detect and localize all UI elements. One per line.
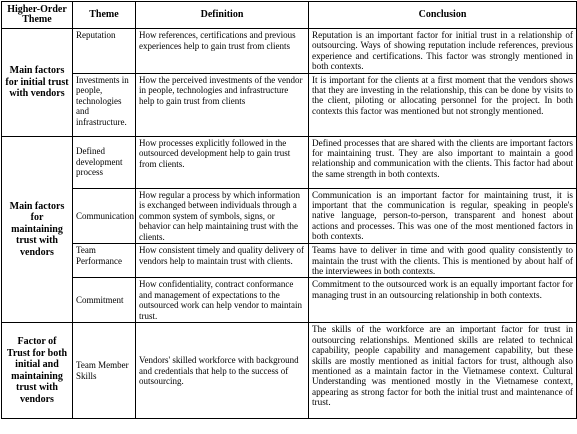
higher-order-theme-cell: Factor of Trust for both initial and maintaining trust with vendors: [2, 323, 73, 419]
definition-cell: How confidentiality, contract conformance and management of expectations to the outsourced work can help vendor to maintain trust.: [136, 278, 309, 323]
header-conclusion: Conclusion: [309, 2, 577, 29]
definition-cell: How processes explicitly followed in the outsourced development help to gain trust from clients.: [136, 136, 309, 188]
theme-cell: Reputation: [73, 29, 136, 74]
higher-order-theme-cell: Main factors for maintaining trust with vendors: [2, 136, 73, 323]
conclusion-cell: Teams have to deliver in time and with good quality consistently to maintain the trust with the clients. This is mentioned by about half of the interviewees in both contexts.: [309, 244, 577, 278]
header-higher-order-theme: Higher-Order Theme: [2, 2, 73, 29]
trust-factors-table: [1, 1, 577, 419]
higher-order-theme-cell: Main factors for initial trust with vendors: [2, 29, 73, 137]
header-definition: Definition: [136, 2, 309, 29]
definition-cell: How consistent timely and quality delivery of vendors help to maintain trust with clients.: [136, 244, 309, 278]
conclusion-cell: Defined processes that are shared with the clients are important factors for maintaining trust. They are also important to maintain a good relationship and communication with the clients. This factor had about the same strength in both contexts.: [309, 136, 577, 188]
theme-cell: Communication: [73, 188, 136, 244]
table-row: [2, 29, 577, 74]
theme-cell: Defined development process: [73, 136, 136, 188]
definition-cell: Vendors' skilled workforce with background and credentials that help to the success of outsourcing.: [136, 323, 309, 419]
definition-cell: How regular a process by which information is exchanged between individuals through a common system of symbols, signs, or behavior can help maintaining trust with the clients.: [136, 188, 309, 244]
conclusion-cell: Communication is an important factor for maintaining trust, it is important that the communication is regular, speaking in people's native language, person-to-person, transparent and honest about actions and processes. This was one of the most mentioned factors in both contexts.: [309, 188, 577, 244]
table-row: [2, 188, 577, 244]
theme-cell: Commitment: [73, 278, 136, 323]
header-row: [2, 2, 577, 29]
definition-cell: How the perceived investments of the vendor in people, technologies and infrastructure help to gain trust from clients: [136, 73, 309, 136]
header-theme: Theme: [73, 2, 136, 29]
theme-cell: Team Member Skills: [73, 323, 136, 419]
table-row: [2, 323, 577, 419]
conclusion-cell: Reputation is an important factor for initial trust in a relationship of outsourcing. Ways of showing reputation include references, previous experience and certifications. This factor was strongly mentioned in both contexts.: [309, 29, 577, 74]
theme-cell: Team Performance: [73, 244, 136, 278]
conclusion-cell: Commitment to the outsourced work is an equally important factor for managing trust in an outsourcing relationship in both contexts.: [309, 278, 577, 323]
conclusion-cell: The skills of the workforce are an important factor for trust in outsourcing relationships. Mentioned skills are related to technical capability, people capability and management capability, but these skills are mostly mentioned as initial factors for trust, although also mentioned as a maintain factor in the Vietnamese context. Cultural Understanding was mentioned mostly in the Vietnamese context, appearing as strong factor for both the initial trust and maintenance of trust.: [309, 323, 577, 419]
table-row: [2, 73, 577, 136]
table-row: [2, 136, 577, 188]
table-row: [2, 278, 577, 323]
table-row: [2, 244, 577, 278]
definition-cell: How references, certifications and previous experiences help to gain trust from clients: [136, 29, 309, 74]
theme-cell: Investments in people, technologies and infrastructure.: [73, 73, 136, 136]
conclusion-cell: It is important for the clients at a first moment that the vendors shows that they are investing in the relationship, this can be done by visits to the client, piloting or allocating personnel for the project. In both contexts this factor was mentioned but not strongly mentioned.: [309, 73, 577, 136]
